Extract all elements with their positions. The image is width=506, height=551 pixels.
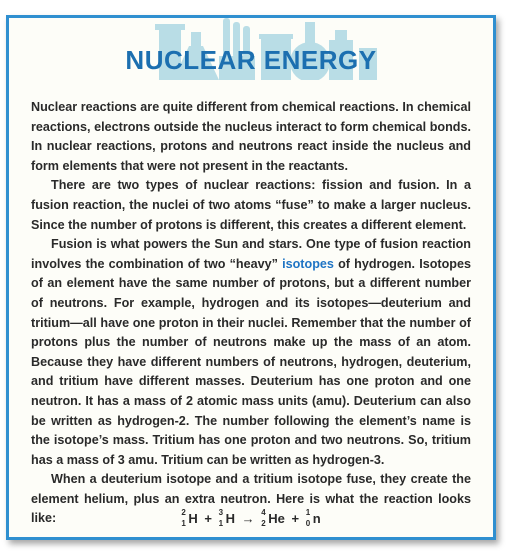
deuterium-nuclide <box>181 508 198 528</box>
plus-sign: + <box>291 511 300 526</box>
paragraph-3 <box>31 235 471 470</box>
mass-number: 2 <box>181 508 186 517</box>
page-title: NUCLEAR ENERGY <box>125 45 377 75</box>
element-symbol: He <box>268 511 285 526</box>
neutron-nuclide <box>305 508 321 528</box>
helium-nuclide <box>261 508 285 528</box>
paragraph-1: Nuclear reactions are quite different from chemical reactions. In chemical reactions, electrons outside the nucleus interact to form chemical bonds. In nuclear reactions, protons and neutrons react inside the nucleus and form elements that were not present in the reactants. <box>31 100 471 173</box>
element-symbol: H <box>188 511 198 526</box>
atomic-number: 0 <box>305 519 311 528</box>
plus-sign: + <box>204 511 212 526</box>
fusion-equation <box>9 508 493 528</box>
mass-number: 1 <box>305 508 311 517</box>
tritium-nuclide <box>218 508 235 528</box>
glossary-term-isotopes[interactable]: isotopes <box>282 256 334 271</box>
nuclear-energy-panel <box>6 15 496 540</box>
reaction-arrow-icon: → <box>241 511 255 526</box>
paragraph-3-intro: Fusion is what powers the Sun and stars. One type of fusion reaction involves the combination of two “heavy” <box>31 237 471 271</box>
element-symbol: n <box>312 511 321 526</box>
mass-number: 4 <box>261 508 266 517</box>
paragraph-2: There are two types of nuclear reactions: fission and fusion. In a fusion reaction, the nuclei of two atoms “fuse” to make a larger nucleus. Since the number of protons is different, this creates a different element. <box>31 178 471 232</box>
paragraph-4: When a deuterium isotope and a tritium isotope fuse, they create the element helium, plus an extra neutron. Here is what the reaction looks like: <box>31 472 471 526</box>
article-body <box>31 98 471 529</box>
lab-glassware-banner <box>9 18 493 80</box>
atomic-number: 2 <box>261 519 266 528</box>
atomic-number: 1 <box>181 519 186 528</box>
mass-number: 3 <box>218 508 224 517</box>
element-symbol: H <box>225 511 235 526</box>
paragraph-3-rest: of hydrogen. Isotopes of an element have the same number of protons, but a different number of neutrons. For example, hydrogen and its isotopes—deuterium and tritium—all have one proton in their nuclei. Remember that the number of protons plus the number of neutrons make up the mass of an atom. Because they have different numbers of neutrons, hydrogen, deuterium, and tritium have different masses. Deuterium has one proton and one neutron. It has a mass of 2 atomic mass units (amu). Deuterium can also be written as hydrogen-2. The number following the element’s name is the isotope’s mass. Tritium has one proton and two neutrons. So, tritium has a mass of 3 amu. Tritium can be written as hydrogen-3. <box>31 256 471 467</box>
atomic-number: 1 <box>218 519 224 528</box>
